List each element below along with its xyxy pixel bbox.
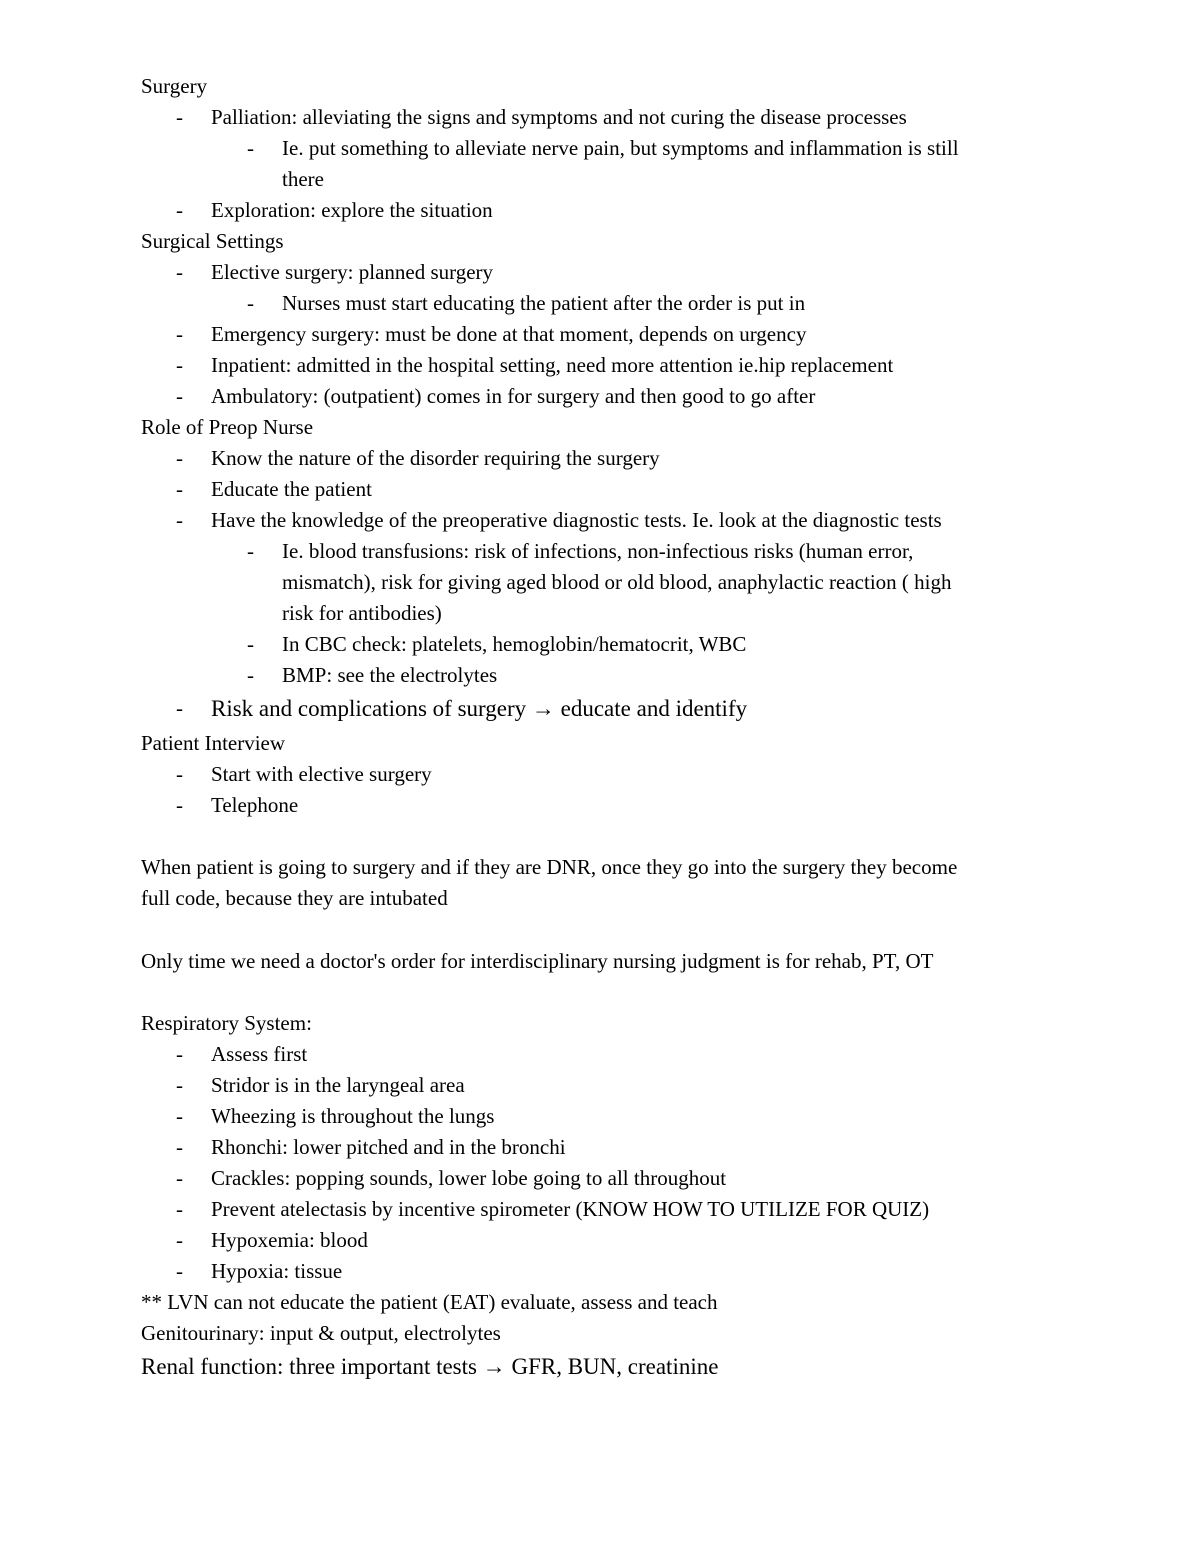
bullet-dash: - (176, 477, 183, 501)
list-item-continuation: there (282, 167, 324, 191)
list-item: Palliation: alleviating the signs and symptoms and not curing the disease processes (211, 105, 907, 129)
list-item: Risk and complications of surgery → educate and identify (211, 696, 748, 721)
bullet-dash: - (176, 1228, 183, 1252)
bullet-dash: - (247, 291, 254, 315)
list-item: Ambulatory: (outpatient) comes in for surgery and then good to go after (211, 384, 816, 408)
list-item: Inpatient: admitted in the hospital setting, need more attention ie.hip replacement (211, 353, 894, 377)
bullet-dash: - (176, 696, 183, 720)
list-item: Ie. put something to alleviate nerve pain, but symptoms and inflammation is still (282, 136, 959, 160)
note-lvn: ** LVN can not educate the patient (EAT) evaluate, assess and teach (141, 1290, 718, 1314)
list-item: Assess first (211, 1042, 308, 1066)
list-item: Nurses must start educating the patient after the order is put in (282, 291, 806, 315)
heading-respiratory-system: Respiratory System: (141, 1011, 312, 1035)
bullet-dash: - (176, 446, 183, 470)
heading-surgical-settings: Surgical Settings (141, 229, 284, 253)
list-item: Wheezing is throughout the lungs (211, 1104, 495, 1128)
bullet-dash: - (176, 1135, 183, 1159)
list-item: Start with elective surgery (211, 762, 432, 786)
bullet-dash: - (247, 136, 254, 160)
list-item: Exploration: explore the situation (211, 198, 493, 222)
paragraph-dnr: When patient is going to surgery and if they are DNR, once they go into the surgery they become (141, 855, 958, 879)
bullet-dash: - (176, 384, 183, 408)
list-item: BMP: see the electrolytes (282, 663, 498, 687)
list-item: Stridor is in the laryngeal area (211, 1073, 465, 1097)
paragraph-dnr-continuation: full code, because they are intubated (141, 886, 448, 910)
list-item-continuation: risk for antibodies) (282, 601, 442, 625)
heading-surgery: Surgery (141, 74, 208, 98)
bullet-dash: - (247, 632, 254, 656)
list-item: Educate the patient (211, 477, 372, 501)
paragraph-doctors-order: Only time we need a doctor's order for interdisciplinary nursing judgment is for rehab, PT, OT (141, 949, 934, 973)
bullet-dash: - (176, 508, 183, 532)
list-item: Ie. blood transfusions: risk of infections, non-infectious risks (human error, (282, 539, 914, 563)
bullet-dash: - (247, 663, 254, 687)
bullet-dash: - (176, 198, 183, 222)
list-item: Telephone (211, 793, 299, 817)
bullet-dash: - (176, 793, 183, 817)
list-item-continuation: mismatch), risk for giving aged blood or old blood, anaphylactic reaction ( high (282, 570, 952, 594)
heading-role-of-preop-nurse: Role of Preop Nurse (141, 415, 314, 439)
bullet-dash: - (176, 105, 183, 129)
list-item: Prevent atelectasis by incentive spirometer (KNOW HOW TO UTILIZE FOR QUIZ) (211, 1197, 930, 1221)
list-item: Hypoxia: tissue (211, 1259, 343, 1283)
bullet-dash: - (176, 1166, 183, 1190)
bullet-dash: - (247, 539, 254, 563)
bullet-dash: - (176, 353, 183, 377)
list-item: Know the nature of the disorder requiring the surgery (211, 446, 660, 470)
bullet-dash: - (176, 1259, 183, 1283)
list-item: Have the knowledge of the preoperative diagnostic tests. Ie. look at the diagnostic tests (211, 508, 942, 532)
list-item: Hypoxemia: blood (211, 1228, 368, 1252)
list-item: Rhonchi: lower pitched and in the bronchi (211, 1135, 566, 1159)
note-renal-function: Renal function: three important tests → GFR, BUN, creatinine (141, 1354, 719, 1379)
list-item: Crackles: popping sounds, lower lobe going to all throughout (211, 1166, 727, 1190)
bullet-dash: - (176, 762, 183, 786)
bullet-dash: - (176, 1104, 183, 1128)
list-item: Elective surgery: planned surgery (211, 260, 494, 284)
bullet-dash: - (176, 1042, 183, 1066)
list-item: Emergency surgery: must be done at that moment, depends on urgency (211, 322, 807, 346)
bullet-dash: - (176, 1197, 183, 1221)
note-genitourinary: Genitourinary: input & output, electrolytes (141, 1321, 501, 1345)
list-item: In CBC check: platelets, hemoglobin/hematocrit, WBC (282, 632, 747, 656)
bullet-dash: - (176, 322, 183, 346)
heading-patient-interview: Patient Interview (141, 731, 286, 755)
bullet-dash: - (176, 260, 183, 284)
bullet-dash: - (176, 1073, 183, 1097)
